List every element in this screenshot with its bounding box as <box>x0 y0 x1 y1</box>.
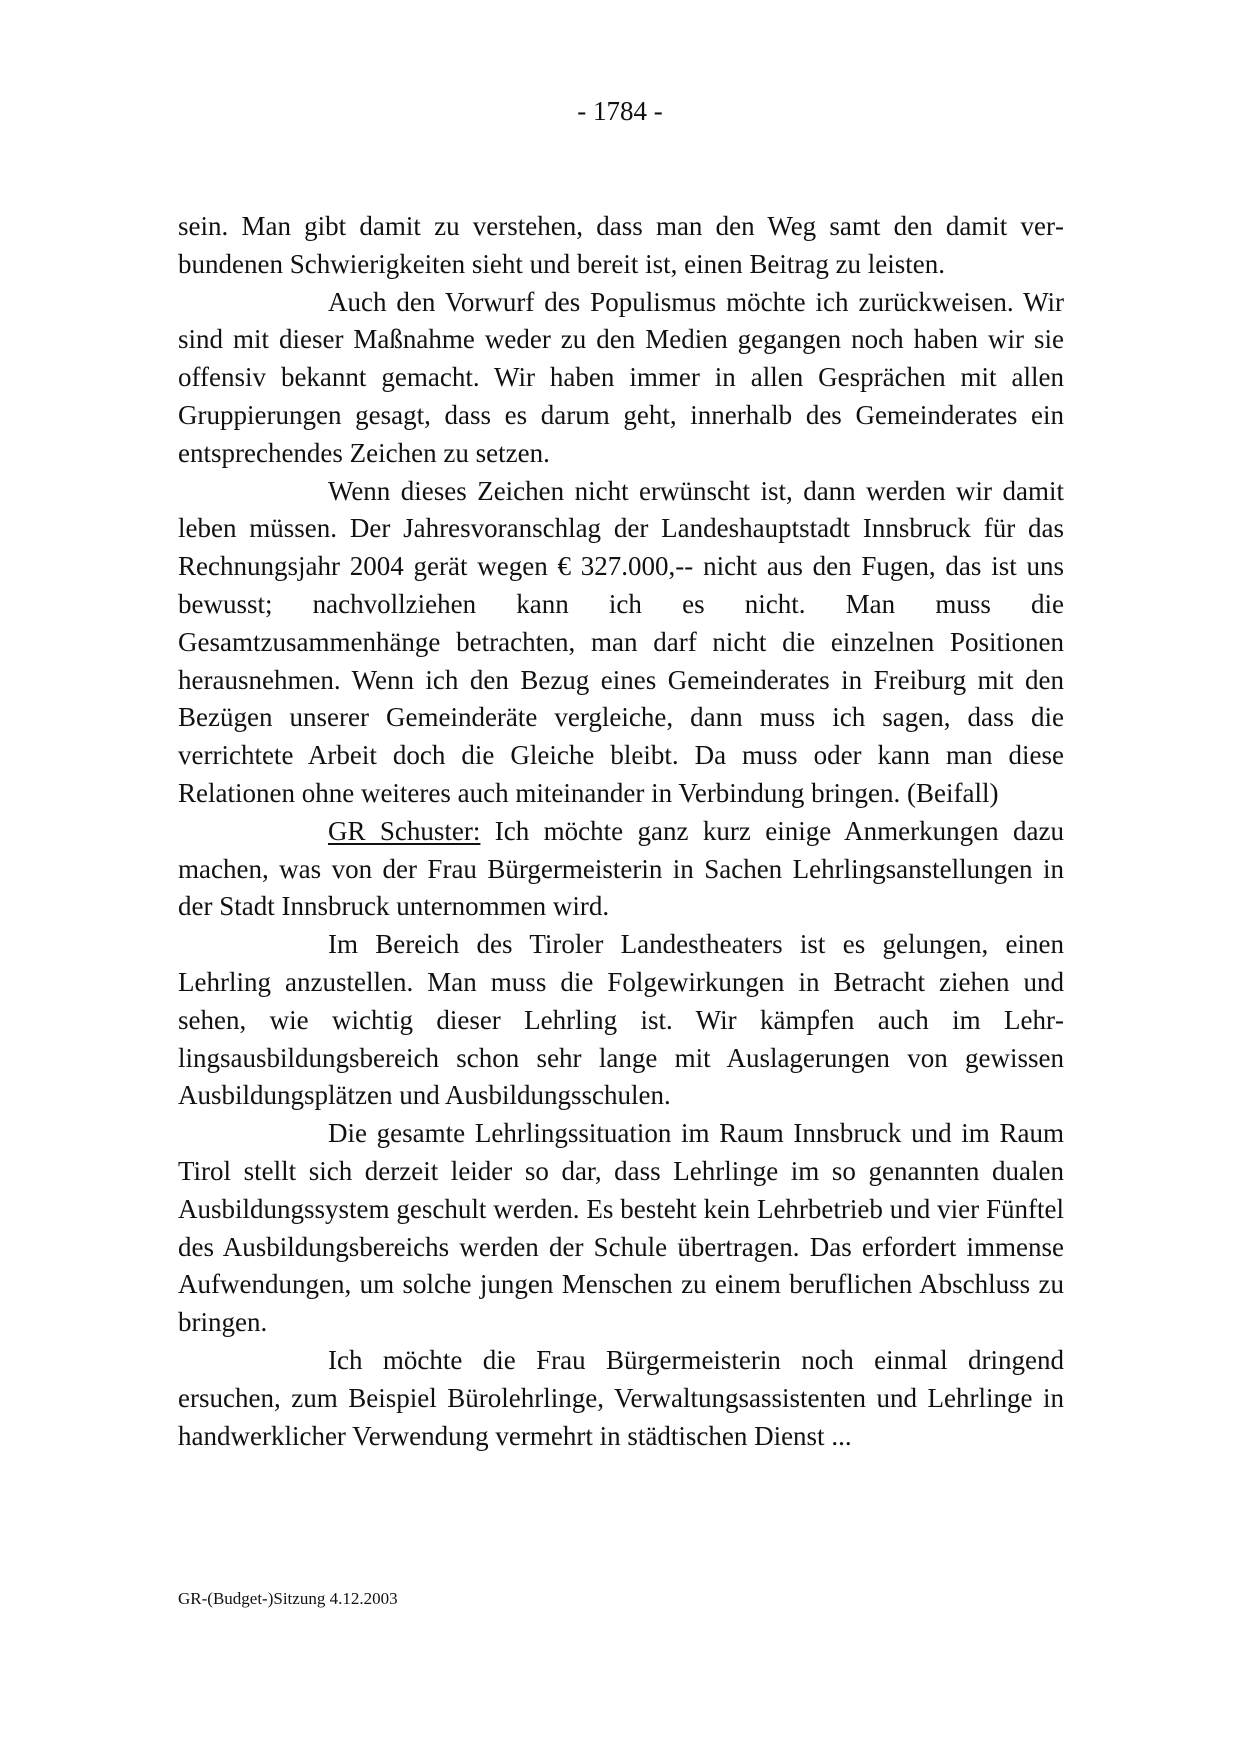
speaker-name: GR Schuster: <box>328 815 481 846</box>
page-number: - 1784 - <box>577 96 663 126</box>
paragraph <box>178 813 1064 926</box>
paragraph-text: Ich möchte ganz kurz einige Anmerkungen dazu machen, was von der Frau Bürgermeisterin in Sachen Lehrlingsanstellungen in der Stadt Innsbruck unternommen wird. <box>178 815 1065 922</box>
paragraph <box>178 1115 1064 1342</box>
paragraph <box>178 1342 1064 1455</box>
paragraph <box>178 208 1064 284</box>
paragraph-text: sein. Man gibt damit zu verstehen, dass man den Weg samt den damit verbundenen Schwierigkeiten sieht und bereit ist, einen Beitrag zu leisten. <box>178 211 1064 279</box>
paragraph <box>178 473 1064 813</box>
paragraph <box>178 926 1064 1115</box>
paragraph-text: Ich möchte die Frau Bürgermeisterin noch einmal dringend ersuchen, zum Beispiel Bürolehrlinge, Verwaltungsassistenten und Lehrlinge in handwerklicher Verwendung vermehrt in städtischen Dienst ... <box>178 1344 1064 1451</box>
footer-session-label: GR-(Budget-)Sitzung 4.12.2003 <box>178 1589 398 1608</box>
document-body <box>178 208 1064 1455</box>
paragraph-text: Auch den Vorwurf des Populismus möchte ich zurückweisen. Wir sind mit dieser Maßnahme weder zu den Medien gegangen noch haben wir sie offensiv bekannt gemacht. Wir haben immer in allen Gesprächen mit allen Gruppierungen gesagt, dass es darum geht, innerhalb des Gemeinderates ein entsprechendes Zeichen zu setzen. <box>178 286 1064 468</box>
paragraph-text: Wenn dieses Zeichen nicht erwünscht ist, dann werden wir damit leben müssen. Der Jahresvoranschlag der Landeshauptstadt Innsbruck für das Rechnungsjahr 2004 gerät wegen € 327.000,-- nicht aus den Fugen, das ist uns bewusst; nachvollziehen kann ich es nicht. Man muss die Gesamtzusammenhänge betrachten, man darf nicht die einzelnen Positionen herausnehmen. Wenn ich den Bezug eines Gemeinderates in Freiburg mit den Bezügen unserer Gemeinderäte vergleiche, dann muss ich sagen, dass die verrichtete Arbeit doch die Gleiche bleibt. Da muss oder kann man diese Relationen ohne weiteres auch miteinander in Verbindung bringen. (Beifall) <box>178 475 1064 808</box>
paragraph-text: Im Bereich des Tiroler Landestheaters ist es gelungen, einen Lehrling anzustellen. Man muss die Folgewirkungen in Betracht ziehen und sehen, wie wichtig dieser Lehrling ist. Wir kämpfen auch im Lehrlingsausbildungsbereich schon sehr lange mit Auslagerungen von gewissen Ausbildungsplätzen und Ausbildungsschulen. <box>178 929 1064 1111</box>
paragraph-text: Die gesamte Lehrlingssituation im Raum Innsbruck und im Raum Tirol stellt sich derzeit leider so dar, dass Lehrlinge im so genannten dualen Ausbildungssystem geschult werden. Es besteht kein Lehrbetrieb und vier Fünftel des Ausbildungsbereichs werden der Schule übertragen. Das erfordert immense Aufwendungen, um solche jungen Menschen zu einem beruflichen Abschluss zu bringen. <box>178 1118 1064 1338</box>
paragraph <box>178 284 1064 473</box>
